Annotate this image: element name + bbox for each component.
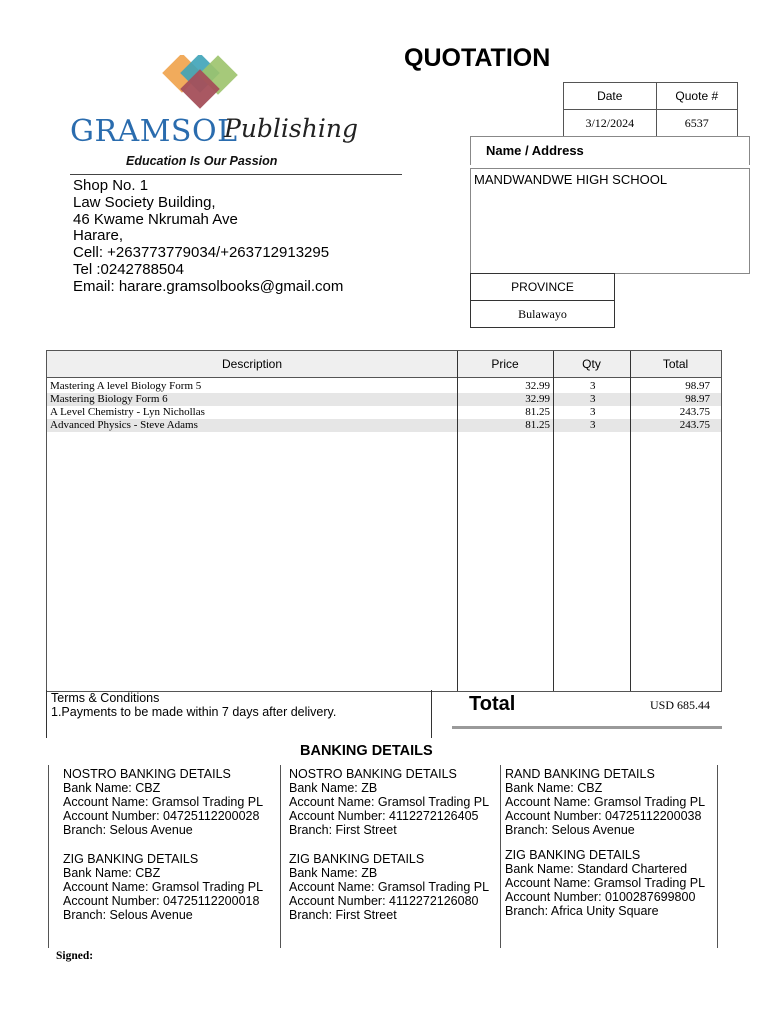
date-value: 3/12/2024 (564, 110, 657, 137)
date-label: Date (564, 83, 657, 110)
total-underline (452, 726, 722, 729)
column-price-header: Price (491, 357, 519, 371)
logo-brand-word: GRAMSOL (70, 114, 238, 149)
item-price: 32.99 (525, 380, 550, 392)
province-value: Bulawayo (471, 301, 615, 328)
address-line: Harare, (73, 227, 124, 245)
total-value: USD 685.44 (650, 698, 711, 712)
bank-name: Bank Name: ZB (289, 781, 378, 795)
banking-divider (280, 765, 281, 948)
quote-number-value: 6537 (656, 110, 737, 137)
bank-block-rand-cbz (505, 767, 705, 837)
terms-line: 1.Payments to be made within 7 days after delivery. (51, 705, 337, 719)
bank-account-number: Account Number: 04725112200028 (63, 809, 260, 823)
item-total: 243.75 (679, 406, 710, 418)
bank-account-name: Account Name: Gramsol Trading PL (63, 880, 264, 894)
province-box (470, 273, 615, 328)
bank-heading: NOSTRO BANKING DETAILS (63, 767, 231, 781)
name-address-box (470, 168, 750, 274)
item-qty: 3 (590, 419, 596, 431)
bank-branch: Branch: Selous Avenue (505, 823, 635, 837)
gramsol-logo-mark (158, 55, 242, 115)
item-description: Mastering Biology Form 6 (50, 393, 168, 405)
document-title: QUOTATION (404, 44, 551, 72)
column-total-header: Total (662, 357, 689, 371)
items-table-header (47, 351, 721, 378)
banking-divider (500, 765, 501, 948)
table-row (47, 380, 721, 393)
address-line: 46 Kwame Nkrumah Ave (73, 210, 238, 228)
bank-block-zig-cbz (63, 852, 263, 922)
column-description-header: Description (221, 357, 283, 371)
item-qty: 3 (590, 380, 596, 392)
bank-account-number: Account Number: 0100287699800 (505, 890, 696, 904)
address-email: Email: harare.gramsolbooks@gmail.com (73, 277, 344, 295)
name-address-header (470, 136, 750, 165)
bank-name: Bank Name: CBZ (505, 781, 603, 795)
bank-branch: Branch: First Street (289, 823, 397, 837)
bank-branch: Branch: Africa Unity Square (505, 904, 659, 918)
signed-label: Signed: (56, 950, 94, 962)
address-cell: Cell: +263773779034/+263712913295 (73, 244, 330, 262)
column-divider (630, 351, 631, 691)
bank-name: Bank Name: CBZ (63, 781, 161, 795)
address-line: Law Society Building, (73, 193, 216, 211)
customer-name: MANDWANDWE HIGH SCHOOL (474, 172, 668, 187)
items-table (46, 350, 722, 692)
date-quote-box (563, 82, 738, 137)
bank-name: Bank Name: Standard Chartered (505, 862, 688, 876)
column-divider (553, 351, 554, 691)
table-row (47, 393, 721, 406)
company-address (73, 178, 343, 296)
item-qty: 3 (590, 406, 596, 418)
bank-account-number: Account Number: 4112272126080 (289, 894, 479, 908)
bank-heading: ZIG BANKING DETAILS (63, 852, 199, 866)
bank-account-number: Account Number: 04725112200038 (505, 809, 702, 823)
address-tel: Tel :0242788504 (73, 260, 184, 278)
item-total: 243.75 (679, 419, 710, 431)
item-total: 98.97 (685, 380, 710, 392)
logo-divider (70, 174, 402, 175)
name-address-label: Name / Address (486, 143, 584, 158)
bank-block-nostro-zb (289, 767, 489, 837)
bank-account-number: Account Number: 04725112200018 (63, 894, 260, 908)
bank-account-name: Account Name: Gramsol Trading PL (289, 880, 490, 894)
bank-name: Bank Name: CBZ (63, 866, 161, 880)
bank-name: Bank Name: ZB (289, 866, 378, 880)
bank-account-name: Account Name: Gramsol Trading PL (505, 795, 706, 809)
bank-branch: Branch: First Street (289, 908, 397, 922)
item-description: Mastering A level Biology Form 5 (50, 380, 202, 392)
banking-divider (48, 765, 49, 948)
banking-title: BANKING DETAILS (300, 743, 433, 759)
bank-branch: Branch: Selous Avenue (63, 908, 193, 922)
bank-account-name: Account Name: Gramsol Trading PL (63, 795, 264, 809)
bank-block-zig-zb (289, 852, 489, 922)
bank-heading: NOSTRO BANKING DETAILS (289, 767, 457, 781)
bank-heading: RAND BANKING DETAILS (505, 767, 655, 781)
logo-tagline: Education Is Our Passion (126, 154, 278, 168)
quote-number-label: Quote # (656, 83, 737, 110)
item-qty: 3 (590, 393, 596, 405)
bank-heading: ZIG BANKING DETAILS (289, 852, 425, 866)
total-label: Total (469, 693, 516, 715)
bank-branch: Branch: Selous Avenue (63, 823, 193, 837)
item-description: A Level Chemistry - Lyn Nichollas (50, 406, 205, 418)
item-price: 81.25 (525, 406, 550, 418)
bank-block-zig-standard-chartered (505, 848, 705, 918)
table-row (47, 406, 721, 419)
item-price: 81.25 (525, 419, 550, 431)
bank-block-nostro-cbz (63, 767, 263, 837)
banking-divider (717, 765, 718, 948)
province-label: PROVINCE (471, 274, 615, 301)
item-total: 98.97 (685, 393, 710, 405)
table-row (47, 419, 721, 432)
terms-title: Terms & Conditions (51, 691, 160, 705)
item-description: Advanced Physics - Steve Adams (50, 419, 198, 431)
column-divider (457, 351, 458, 691)
bank-heading: ZIG BANKING DETAILS (505, 848, 641, 862)
address-line: Shop No. 1 (73, 177, 149, 194)
item-price: 32.99 (525, 393, 550, 405)
bank-account-number: Account Number: 4112272126405 (289, 809, 479, 823)
logo-brand-script: Publishing (224, 114, 358, 143)
bank-account-name: Account Name: Gramsol Trading PL (505, 876, 706, 890)
column-qty-header: Qty (582, 357, 601, 371)
bank-account-name: Account Name: Gramsol Trading PL (289, 795, 490, 809)
